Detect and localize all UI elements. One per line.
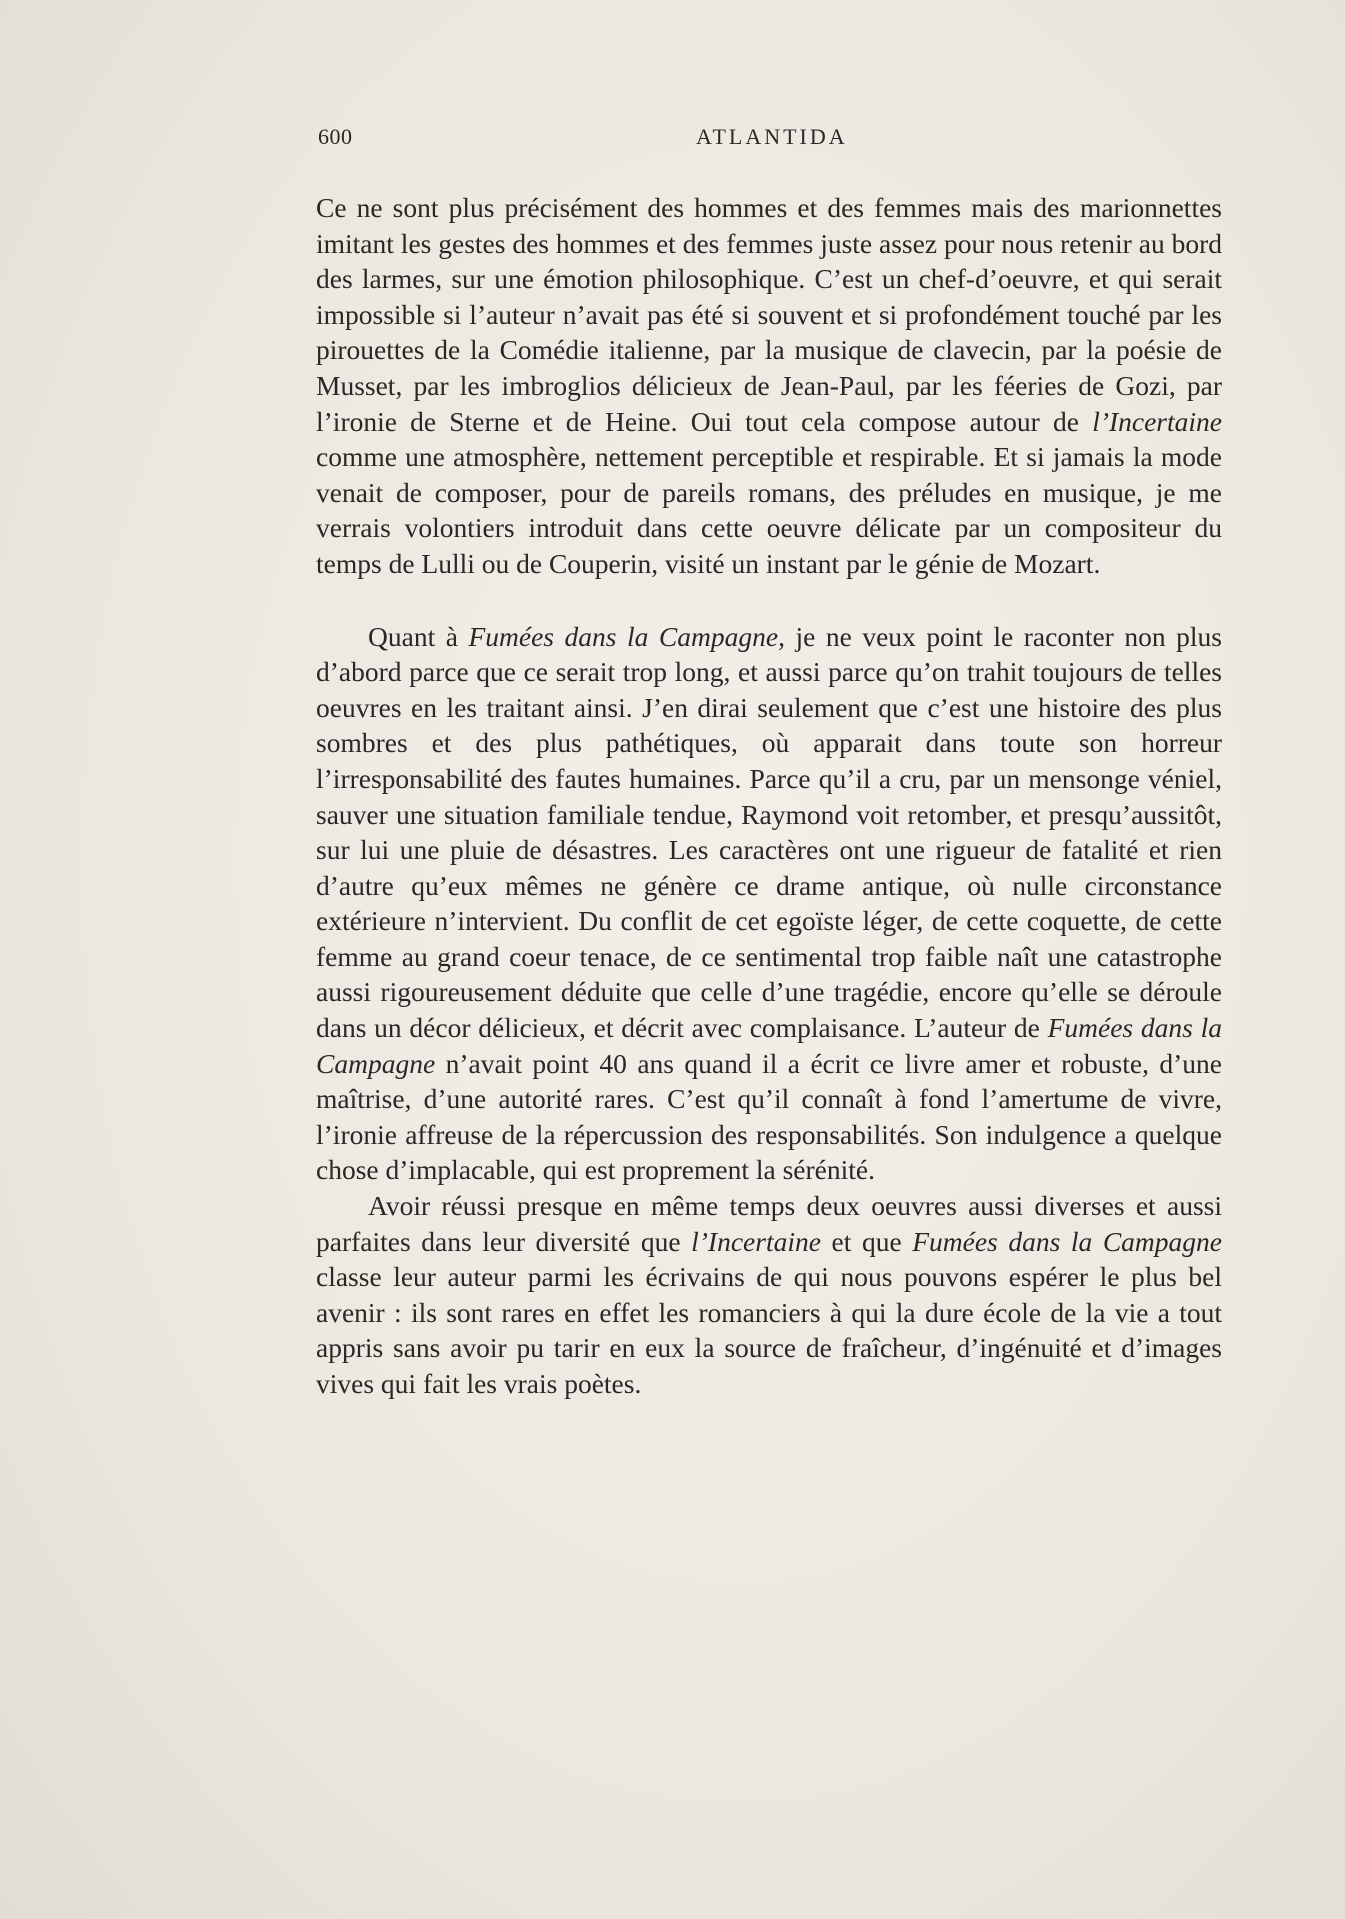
paragraph-2-segment-1: Quant à [368,620,469,652]
paragraph-1 [316,190,1222,582]
paragraph-2-title-fumees: Fumées dans la Campagne, [468,620,785,652]
paragraph-1-segment-3: comme une atmosphère, nettement perceptible et respirable. Et si jamais la mode venait de composer, pour de pareils romans, des préludes en musique, je me verrais volontiers introduit dans cette oeuvre délicate par un compositeur du temps de Lulli ou de Couperin, visité un instant par le génie de Mozart. [316,441,1222,579]
paragraph-2-title-fumees-2: Fumées dans la Campagne [316,1012,1222,1079]
paragraph-2-segment-3: je ne veux point le raconter non plus d’abord parce que ce serait trop long, et aussi parce qu’on trahit toujours de telles oeuvres en les traitant ainsi. J’en dirai seulement que c’est une histoire des plus sombres et des plus pathétiques, où apparait dans toute son horreur l’irresponsabilité des fautes humaines. Parce qu’il a cru, par un mensonge véniel, sauver une situation familiale tendue, Raymond voit retomber, et presqu’aussitôt, sur lui une pluie de désastres. Les caractères ont une rigueur de fatalité et rien d’autre qu’eux mêmes ne génère ce drame antique, où nulle circonstance extérieure n’intervient. Du conflit de cet egoïste léger, de cette coquette, de cette femme au grand coeur tenace, de ce sentimental trop faible naît une catastrophe aussi rigoureusement déduite que celle d’une tragédie, encore qu’elle se déroule dans un décor délicieux, et décrit avec complaisance. L’auteur de [316,620,1222,1044]
paragraph-3 [316,1188,1222,1402]
body-text [316,190,1222,1402]
paragraph-2 [316,619,1222,1189]
paragraph-3-title-incertaine: l’Incertaine [691,1225,821,1257]
paragraph-2-segment-5: n’avait point 40 ans quand il a écrit ce livre amer et robuste, d’une maîtrise, d’une autorité rares. C’est qu’il connaît à fond l’amertume de vivre, l’ironie affreuse de la répercussion des responsabilités. Son indulgence a quelque chose d’implacable, qui est proprement la sérénité. [316,1047,1222,1186]
running-title: ATLANTIDA [696,124,848,149]
paragraph-3-title-fumees: Fumées dans la Campagne [912,1225,1222,1257]
paragraph-1-title-incertaine: l’Incertaine [1092,405,1222,437]
page-header [318,124,1223,164]
page-number: 600 [318,124,353,149]
paragraph-3-segment-3: et que [820,1225,913,1257]
paragraph-1-segment-1: Ce ne sont plus précisément des hommes et des femmes mais des marionnettes imitant les gestes des hommes et des femmes juste assez pour nous retenir au bord des larmes, sur une émotion philosophique. C’est un chef-d’oeuvre, et qui serait impossible si l’auteur n’avait pas été si souvent et si profondément touché par les pirouettes de la Comédie italienne, par la musique de clavecin, par la poésie de Musset, par les imbroglios délicieux de Jean-Paul, par les féeries de Gozi, par l’ironie de Sterne et de Heine. Oui tout cela compose autour de [316,192,1222,437]
paragraph-3-segment-1: Avoir réussi presque en même temps deux oeuvres aussi diverses et aussi parfaites dans leur diversité que [316,1190,1222,1257]
paragraph-3-segment-5: classe leur auteur parmi les écrivains de qui nous pouvons espérer le plus bel avenir : ils sont rares en effet les romanciers à qui la dure école de la vie a tout appris sans avoir pu tarir en eux la source de fraîcheur, d’ingénuité et d’images vives qui fait les vrais poètes. [316,1261,1222,1399]
